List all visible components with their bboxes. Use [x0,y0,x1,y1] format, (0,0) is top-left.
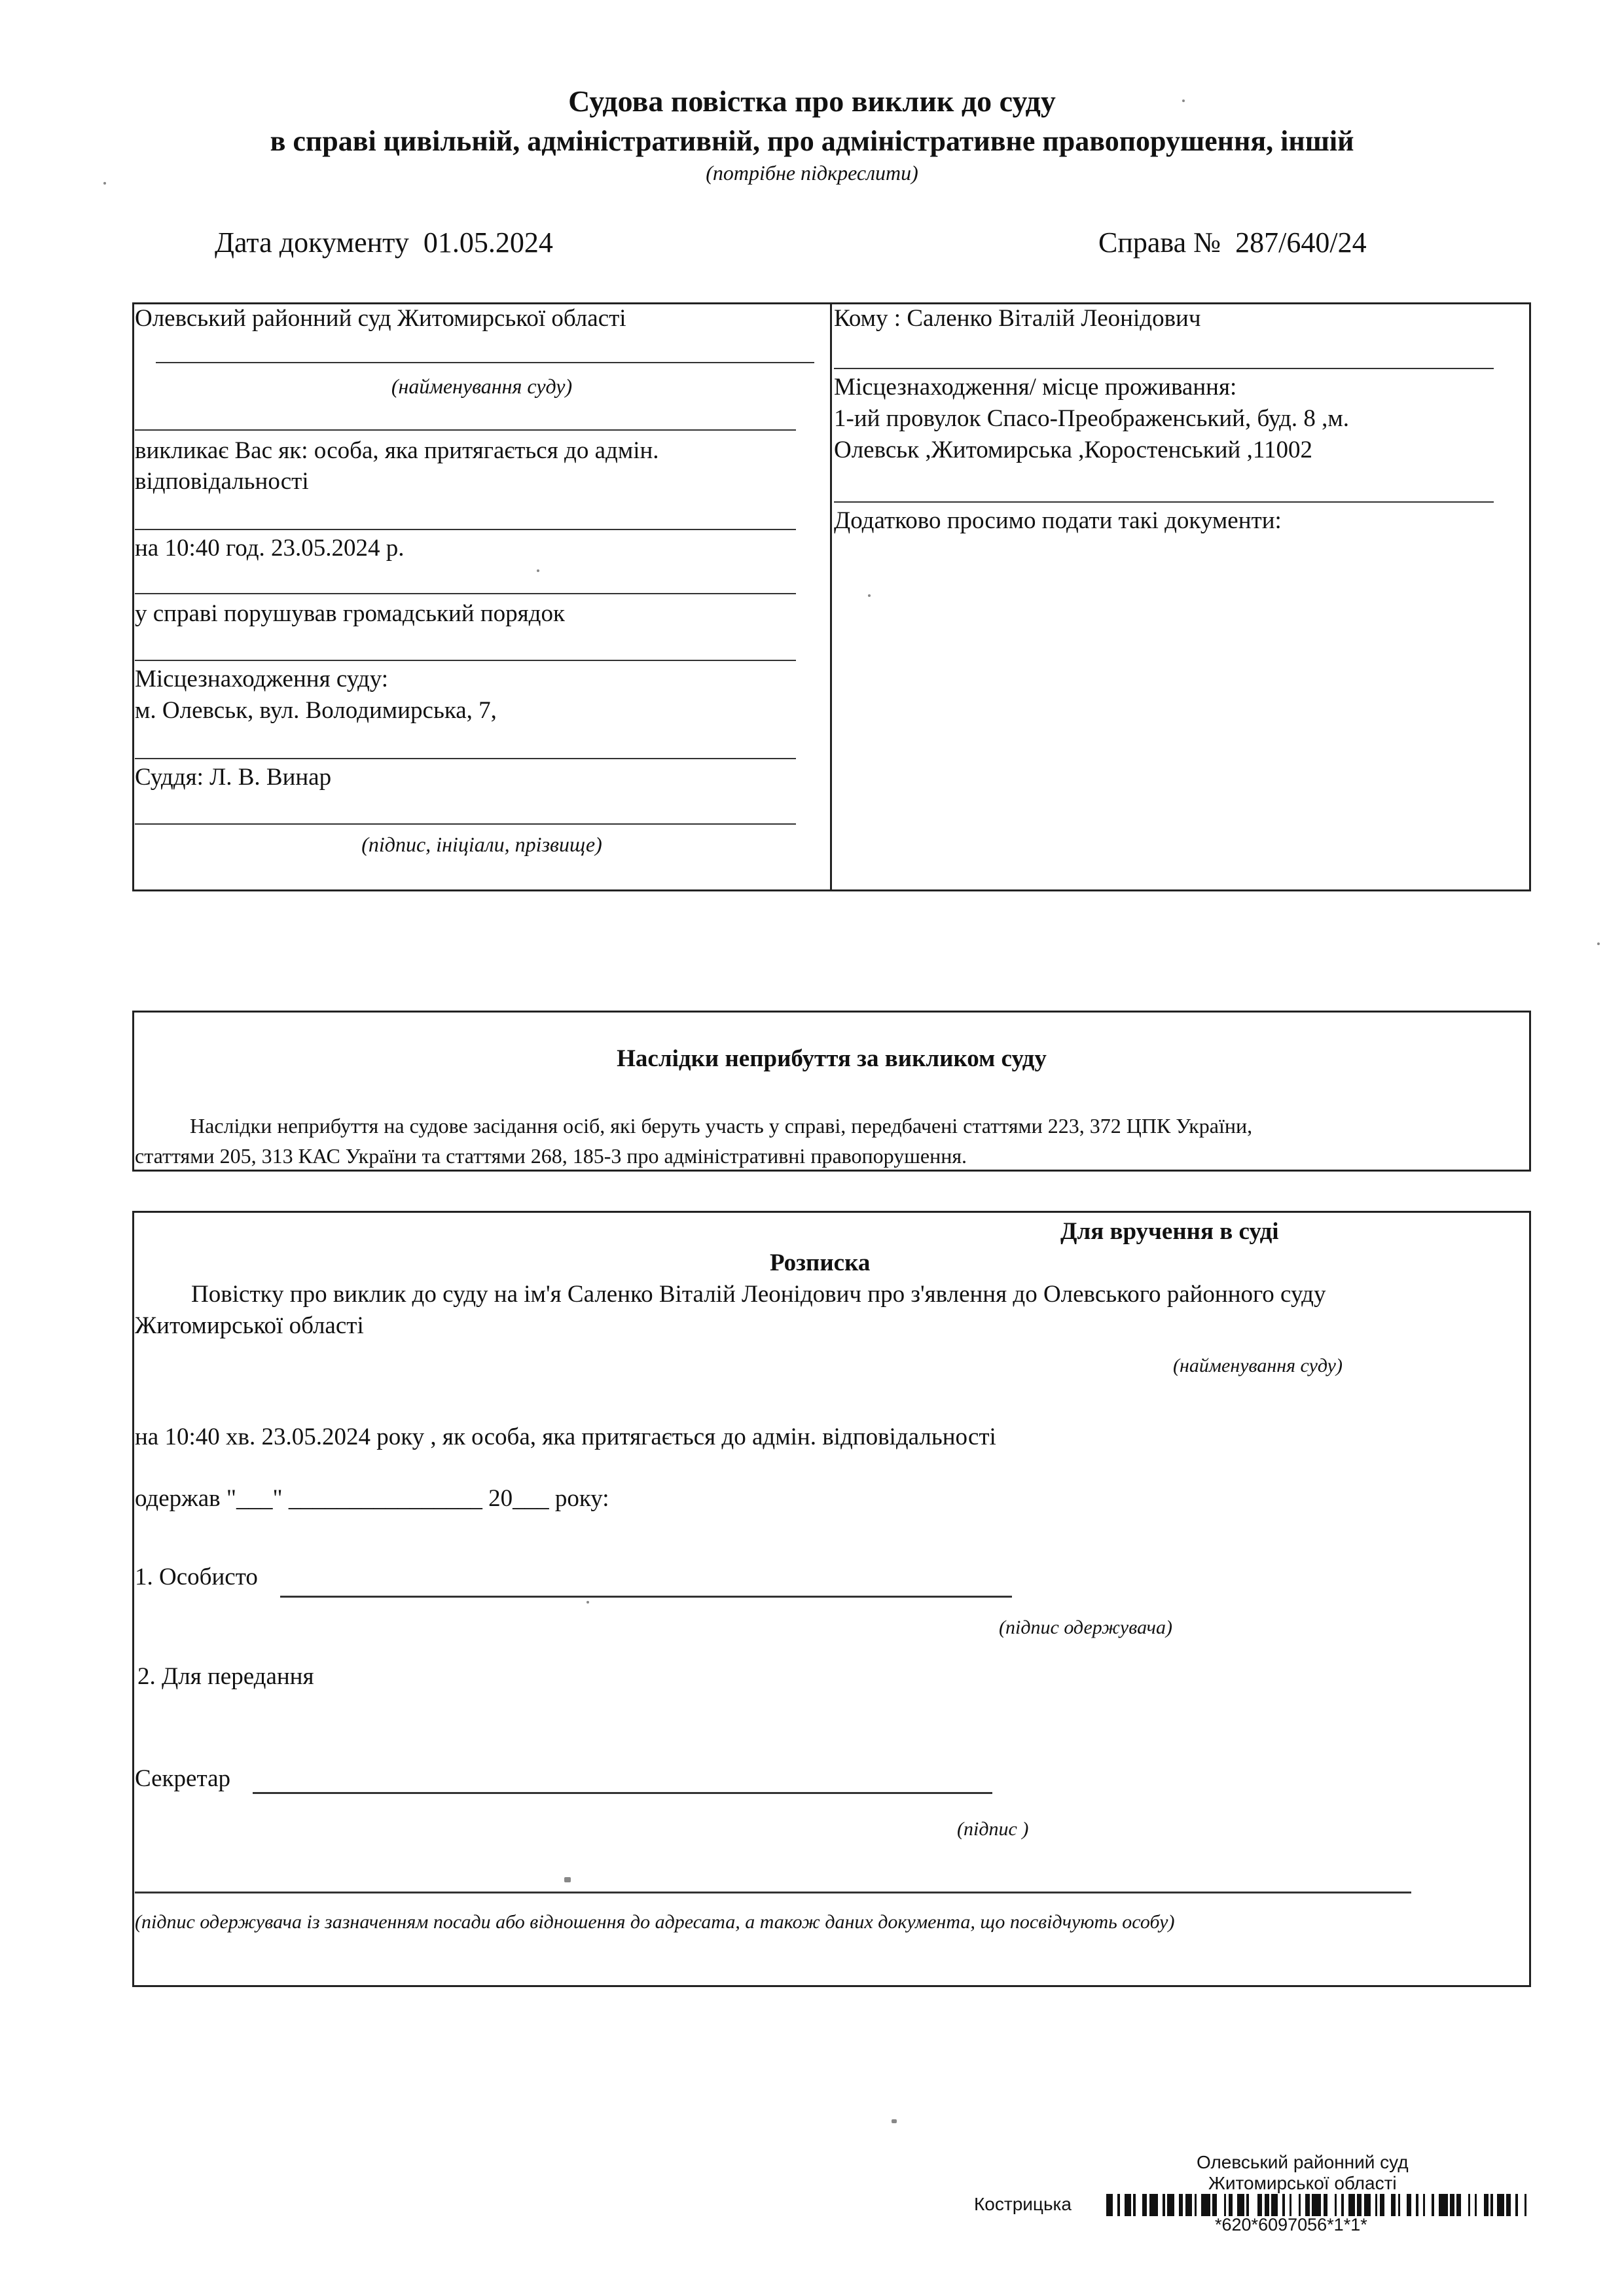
barcode-bar [1278,2194,1282,2216]
court-name-line [156,362,814,363]
barcode-bar [1337,2194,1341,2216]
date-label: Дата документу [215,226,409,259]
secretary-signature-caption: (підпис ) [957,1818,1029,1840]
barcode-bar [1197,2194,1201,2216]
barcode-bar [1185,2194,1192,2216]
barcode-bar [1201,2194,1210,2216]
hearing-time: на 10:40 год. 23.05.2024 р. [135,535,405,562]
scan-speck [103,182,106,185]
case-subject: у справі порушував громадський порядок [135,600,565,627]
scan-speck [537,569,539,572]
barcode-bar [1348,2194,1355,2216]
barcode-bar [1518,2194,1525,2216]
underline-note: (потрібне підкреслити) [706,161,918,185]
barcode-bar [1249,2194,1258,2216]
scan-speck [564,1877,571,1882]
caption-line [135,429,796,431]
barcode-bar [1136,2194,1142,2216]
date-value: 01.05.2024 [423,226,553,259]
summons-box-divider [830,302,832,891]
barcode-bar [1418,2194,1423,2216]
barcode-bar [1456,2194,1461,2216]
case-value: 287/640/24 [1235,226,1367,259]
barcode-bar [1179,2194,1183,2216]
receipt-hearing-time: на 10:40 хв. 23.05.2024 року , як особа, яка притягається до адмін. відповідальності [135,1424,996,1450]
barcode-bar [1470,2194,1475,2216]
barcode-bar [1301,2194,1305,2216]
barcode-bar [1212,2194,1217,2216]
recipient-signature-line[interactable] [135,1892,1411,1893]
document-date [215,226,553,259]
barcode-bar [1511,2194,1515,2216]
secretary-label: Секретар [135,1765,230,1792]
barcode-bar [1411,2194,1416,2216]
scan-speck [1597,942,1600,945]
barcode-bar [1526,2194,1531,2216]
court-stamp-line1: Олевський районний суд [1197,2152,1409,2172]
barcode-bar [1106,2194,1113,2216]
judge-line [135,823,796,825]
court-location-label: Місцезнаходження суду: [135,666,389,692]
consequences-text-line1: Наслідки неприбуття на судове засідання осіб, які беруть участь у справі, передбачені статтями 223, 372 ЦПК України, [190,1114,1253,1138]
barcode-bar [1174,2194,1179,2216]
barcode-bar [1285,2194,1290,2216]
barcode-bar [1497,2194,1504,2216]
barcode-bar [1271,2194,1278,2216]
recipient-address-line1: 1-ий провулок Спасо-Преображенський, буд. 8 ,м. [834,405,1350,432]
barcode-bar [1229,2194,1233,2216]
recipient-address-label: Місцезнаходження/ місце проживання: [834,374,1237,401]
extra-documents-request: Додатково просимо подати такі документи: [834,507,1282,534]
barcode-bar [1425,2194,1432,2216]
barcode-bar [1357,2194,1362,2216]
document-title: Судова повістка про виклик до суду [568,84,1056,118]
barcode-bar [1450,2194,1454,2216]
consequences-text-line2: статтями 205, 313 КАС України та статтями 268, 185-3 про адміністративні правопорушення. [135,1144,967,1168]
signature-caption: (підпис, ініціали, прізвище) [361,833,602,856]
barcode-bar [1237,2194,1244,2216]
clerk-name: Кострицька [974,2194,1072,2214]
barcode-bar [1506,2194,1511,2216]
barcode-bar [1257,2194,1262,2216]
document-subtitle: в справі цивільній, адміністративній, про адміністративне правопорушення, іншій [270,125,1354,157]
barcode-bar [1217,2194,1223,2216]
court-name: Олевський районний суд Житомирської області [135,305,626,332]
receipt-title: Розписка [770,1249,871,1276]
time-line [135,593,796,594]
subject-line [135,660,796,661]
scan-speck [586,1601,589,1604]
scan-speck [1182,99,1185,102]
barcode-bar [1439,2194,1448,2216]
judge-name: Суддя: Л. В. Винар [135,764,332,791]
barcode-bar [1434,2194,1439,2216]
barcode-bar [1364,2194,1371,2216]
personal-signature-line[interactable] [280,1596,1012,1598]
court-stamp-line2: Житомирської області [1208,2173,1397,2193]
barcode-number: *620*6097056*1*1* [1215,2215,1367,2234]
recipient-signature-caption: (підпис одержувача із зазначенням посади або відношення до адресата, а також даних документа, що посвідчують особу) [135,1911,1175,1933]
barcode-bar [1120,2194,1125,2216]
court-location-value: м. Олевськ, вул. Володимирська, 7, [135,697,497,724]
case-number [1098,226,1367,259]
consequences-title: Наслідки неприбуття за викликом суду [617,1045,1047,1072]
barcode-bar [1312,2194,1321,2216]
barcode-bar [1113,2194,1117,2216]
address-line [834,501,1494,503]
court-name-caption: (найменування суду) [391,374,573,398]
barcode-bar [1493,2194,1498,2216]
barcode-bar [1327,2194,1334,2216]
received-date-line: одержав "___" ________________ 20___ року: [135,1485,609,1512]
barcode-bar [1391,2194,1396,2216]
barcode-bar [1400,2194,1407,2216]
barcode-bar [1371,2194,1375,2216]
scan-speck [892,2119,897,2123]
barcode-bar [1125,2194,1131,2216]
barcode-bar [1305,2194,1310,2216]
recipient-name: Кому : Саленко Віталій Леонідович [834,305,1201,332]
personal-signature-caption: (підпис одержувача) [999,1617,1172,1638]
barcode-bar [1142,2194,1147,2216]
barcode-bar [1461,2194,1468,2216]
barcode-bar [1324,2194,1328,2216]
scan-speck [868,594,871,597]
barcode-bar [1291,2194,1298,2216]
recipient-address-line2: Олевськ ,Житомирська ,Коростенський ,11002 [834,437,1312,463]
barcode-bar [1484,2194,1489,2216]
personal-delivery-label: 1. Особисто [135,1564,258,1590]
case-label: Справа № [1098,226,1221,259]
barcode-bar [1167,2194,1174,2216]
barcode-bar [1380,2194,1384,2216]
receipt-text-line2: Житомирської області [135,1312,364,1339]
receipt-court-caption: (найменування суду) [1173,1355,1343,1376]
transfer-label: 2. Для передання [137,1663,314,1690]
secretary-signature-line[interactable] [253,1792,992,1794]
for-court-delivery: Для вручення в суді [1060,1218,1279,1245]
recipient-line [834,368,1494,369]
barcode-bar [1149,2194,1159,2216]
barcode-bar [1233,2194,1237,2216]
barcode-bar [1384,2194,1391,2216]
barcode-bar [1344,2194,1348,2216]
summons-role-line1: викликає Вас як: особа, яка притягається до адмін. [135,437,659,464]
summons-role-line2: відповідальності [135,468,309,495]
location-line [135,758,796,759]
role-line [135,529,796,530]
barcode-bar [1265,2194,1269,2216]
barcode-bar [1407,2194,1411,2216]
barcode-bar [1477,2194,1483,2216]
receipt-text-line1: Повістку про виклик до суду на ім'я Саленко Віталій Леонідович про з'явлення до Олевського районного суду [191,1281,1326,1308]
barcode [1106,2194,1532,2216]
barcode-bar [1158,2194,1163,2216]
